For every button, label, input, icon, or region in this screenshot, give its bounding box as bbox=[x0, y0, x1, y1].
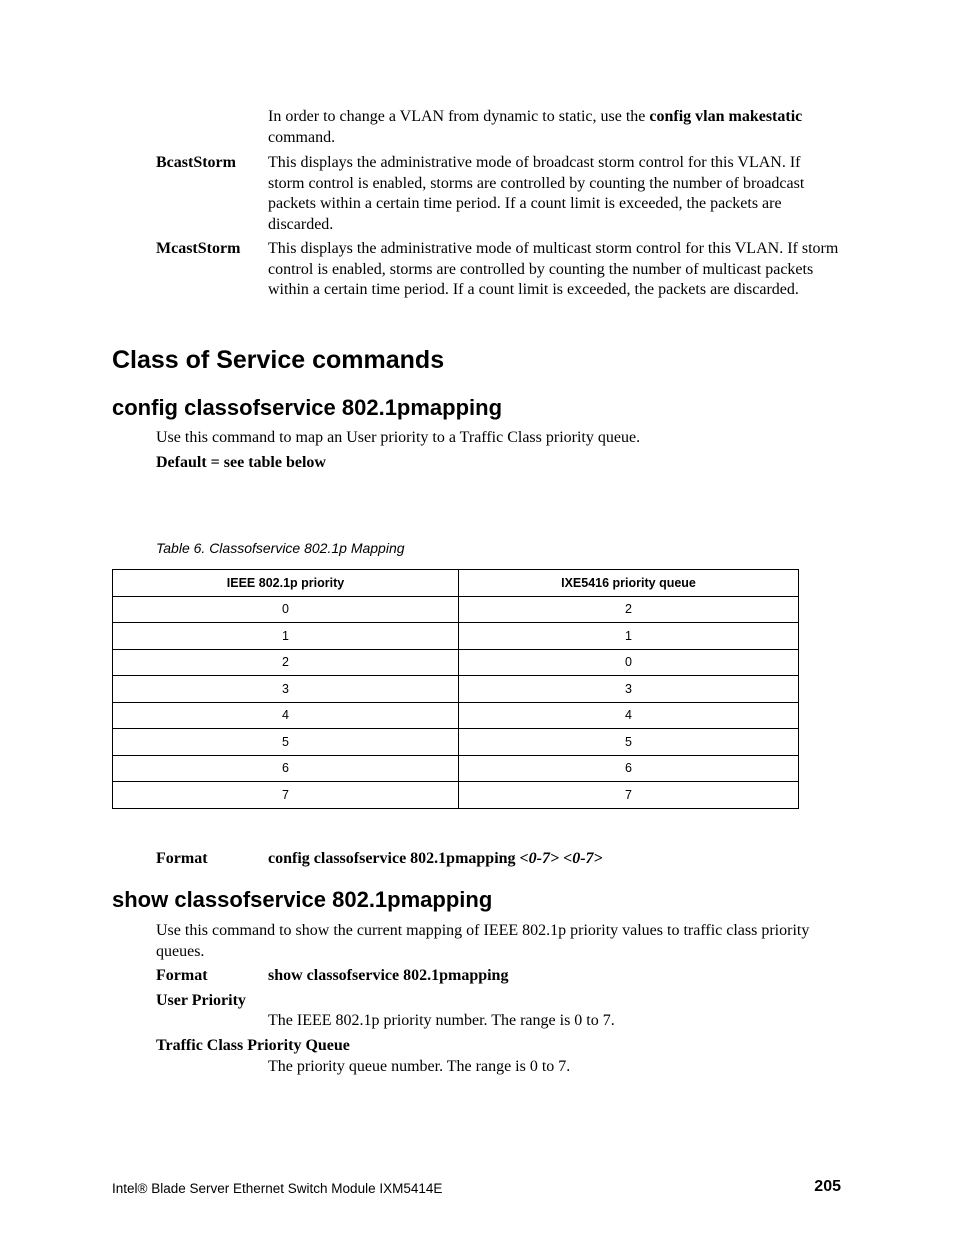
table-cell: 0 bbox=[459, 649, 799, 676]
intro-text-after: command. bbox=[268, 128, 336, 146]
table-cell: 4 bbox=[459, 702, 799, 729]
table-row bbox=[113, 623, 799, 650]
bcaststorm-term: BcastStorm bbox=[156, 154, 236, 171]
show-format-command: show classofservice 802.1pmapping bbox=[268, 967, 509, 984]
table-cell: 1 bbox=[459, 623, 799, 650]
table-cell: 1 bbox=[113, 623, 459, 650]
table-row bbox=[113, 729, 799, 756]
mcaststorm-term: McastStorm bbox=[156, 240, 241, 257]
table-row bbox=[113, 596, 799, 623]
footer-title: Intel® Blade Server Ethernet Switch Module IXM5414E bbox=[112, 1181, 443, 1196]
intro-command: config vlan makestatic bbox=[649, 108, 803, 125]
table-cell: 5 bbox=[459, 729, 799, 756]
config-format bbox=[268, 849, 603, 870]
table-cell: 7 bbox=[459, 782, 799, 809]
table-cell: 6 bbox=[459, 755, 799, 782]
bcaststorm-desc: This displays the administrative mode of broadcast storm control for this VLAN. If storm control is enabled, storms are controlled by counting the number of broadcast packets within a certain time period. If a count limit is exceeded, the packets are discarded. bbox=[268, 154, 805, 233]
config-desc: Use this command to map an User priority to a Traffic Class priority queue. bbox=[156, 429, 641, 446]
table-cell: 2 bbox=[113, 649, 459, 676]
show-desc: Use this command to show the current mapping of IEEE 802.1p priority values to traffic class priority queues. bbox=[156, 922, 810, 960]
config-format-args: <0-7> <0-7> bbox=[519, 850, 603, 867]
table-cell: 4 bbox=[113, 702, 459, 729]
show-title: show classofservice 802.1pmapping bbox=[112, 887, 493, 912]
show-format-label: Format bbox=[156, 967, 208, 984]
table-header-ieee: IEEE 802.1p priority bbox=[113, 570, 459, 597]
table-header-queue: IXE5416 priority queue bbox=[459, 570, 799, 597]
mapping-table bbox=[112, 569, 799, 809]
traffic-class-term: Traffic Class Priority Queue bbox=[156, 1037, 350, 1054]
table-cell: 6 bbox=[113, 755, 459, 782]
section-title: Class of Service commands bbox=[112, 346, 445, 374]
table-cell: 3 bbox=[459, 676, 799, 703]
table-cell: 0 bbox=[113, 596, 459, 623]
table-caption: Table 6. Classofservice 802.1p Mapping bbox=[156, 540, 405, 556]
user-priority-desc: The IEEE 802.1p priority number. The range is 0 to 7. bbox=[268, 1012, 615, 1029]
table-cell: 7 bbox=[113, 782, 459, 809]
config-default: Default = see table below bbox=[156, 454, 326, 471]
page-number: 205 bbox=[814, 1178, 841, 1195]
table-cell: 2 bbox=[459, 596, 799, 623]
intro-text: In order to change a VLAN from dynamic to static, use the bbox=[268, 108, 650, 125]
user-priority-term: User Priority bbox=[156, 992, 246, 1009]
table-cell: 5 bbox=[113, 729, 459, 756]
table-row bbox=[113, 649, 799, 676]
table-row bbox=[113, 676, 799, 703]
table-cell: 3 bbox=[113, 676, 459, 703]
mcaststorm-desc: This displays the administrative mode of multicast storm control for this VLAN. If storm control is enabled, storms are controlled by counting the number of multicast packets within a certain time period. If a count limit is exceeded, the packets are discarded. bbox=[268, 240, 839, 298]
traffic-class-desc: The priority queue number. The range is 0 to 7. bbox=[268, 1058, 571, 1075]
config-title: config classofservice 802.1pmapping bbox=[112, 395, 503, 420]
table-header-row bbox=[113, 570, 799, 597]
table-row bbox=[113, 782, 799, 809]
table-row bbox=[113, 755, 799, 782]
config-format-command: config classofservice 802.1pmapping bbox=[268, 850, 516, 867]
table-row bbox=[113, 702, 799, 729]
config-format-label: Format bbox=[156, 850, 208, 867]
intro-paragraph bbox=[268, 107, 840, 148]
